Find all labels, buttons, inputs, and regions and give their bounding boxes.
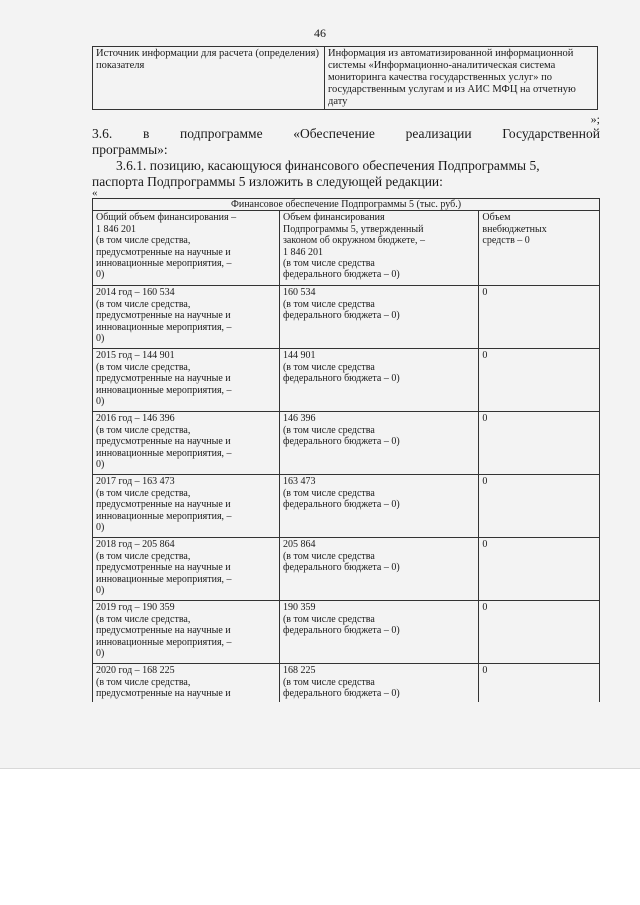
cell-line: предусмотренные на научные и xyxy=(96,373,231,385)
cell-line: инновационные мероприятия, – xyxy=(96,384,232,396)
cell-line: Объем xyxy=(482,212,511,224)
year-amount: 168 225 xyxy=(282,665,316,677)
paragraph-3-6-1 xyxy=(92,158,600,190)
cell-line: Подпрограммы 5, утвержденный xyxy=(282,223,424,235)
word: 3.6. xyxy=(92,126,113,141)
year-total: 2018 год – 205 864 xyxy=(96,539,175,551)
table-row xyxy=(93,538,600,601)
year-extrabudget-cell: 0 xyxy=(479,601,600,664)
cell-line: 0) xyxy=(96,522,105,534)
year-total-cell xyxy=(93,412,280,475)
cell-line: предусмотренные на научные и xyxy=(96,246,231,258)
cell-line: федерального бюджета – 0) xyxy=(282,625,400,637)
cell-line: предусмотренные на научные и xyxy=(96,436,231,448)
cell-line: предусмотренные на научные и xyxy=(96,688,231,700)
source-info-table xyxy=(92,46,598,110)
cell-line: федерального бюджета – 0) xyxy=(282,688,400,700)
finance-table xyxy=(92,198,600,702)
page-number: 46 xyxy=(314,26,326,40)
cell-line: предусмотренные на научные и xyxy=(96,310,231,322)
year-budget-cell xyxy=(279,349,478,412)
cell-line: федерального бюджета – 0) xyxy=(282,373,400,385)
cell-line: предусмотренные на научные и xyxy=(96,562,231,574)
cell-line: 0) xyxy=(96,648,105,660)
year-amount: 160 534 xyxy=(282,287,316,299)
cell-line: (в том числе средства, xyxy=(96,235,191,247)
table-row xyxy=(93,211,600,286)
table-row xyxy=(93,601,600,664)
year-budget-cell xyxy=(279,538,478,601)
year-amount: 163 473 xyxy=(282,476,316,488)
year-extrabudget-cell: 0 xyxy=(479,286,600,349)
opening-quote: « xyxy=(92,187,98,199)
word: Государственной xyxy=(502,126,600,141)
cell-line: федерального бюджета – 0) xyxy=(282,499,400,511)
cell-line: (в том числе средства xyxy=(282,550,375,562)
year-extrabudget-cell: 0 xyxy=(479,664,600,703)
cell-line: 0) xyxy=(96,459,105,471)
year-total-cell xyxy=(93,286,280,349)
year-total-cell xyxy=(93,664,280,703)
year-budget-cell xyxy=(279,664,478,703)
cell-line: инновационные мероприятия, – xyxy=(96,510,232,522)
cell-line: законом об окружном бюджете, – xyxy=(282,235,425,247)
year-total-cell xyxy=(93,349,280,412)
cell-line: инновационные мероприятия, – xyxy=(96,636,232,648)
cell-line: инновационные мероприятия, – xyxy=(96,573,232,585)
year-budget-cell xyxy=(279,286,478,349)
cell-line: (в том числе средства xyxy=(282,676,375,688)
table-row xyxy=(93,664,600,703)
budget-funding-cell xyxy=(279,211,478,286)
cell-line: (в том числе средства, xyxy=(96,550,191,562)
cell-line: федерального бюджета – 0) xyxy=(282,269,400,281)
year-extrabudget-cell: 0 xyxy=(479,475,600,538)
table-row xyxy=(93,475,600,538)
cell-line: средств – 0 xyxy=(482,235,530,247)
cell-line: (в том числе средства xyxy=(282,361,375,373)
year-amount: 144 901 xyxy=(282,350,316,362)
year-extrabudget-cell: 0 xyxy=(479,349,600,412)
word: в xyxy=(142,126,150,141)
cell-line: (в том числе средства, xyxy=(96,424,191,436)
year-extrabudget-cell: 0 xyxy=(479,412,600,475)
cell-line: (в том числе средства, xyxy=(96,613,191,625)
word: реализации xyxy=(405,126,472,141)
table-row xyxy=(93,349,600,412)
cell-line: внебюджетных xyxy=(482,223,547,235)
cell-line: (в том числе средства xyxy=(282,298,375,310)
cell-line: предусмотренные на научные и xyxy=(96,625,231,637)
source-label-cell: Источник информации для расчета (определения) показателя xyxy=(93,47,325,110)
year-total-cell xyxy=(93,475,280,538)
cell-line: (в том числе средства xyxy=(282,258,375,270)
year-budget-cell xyxy=(279,412,478,475)
cell-line: 1 846 201 xyxy=(96,223,136,235)
year-total: 2017 год – 163 473 xyxy=(96,476,175,488)
source-value-cell: Информация из автоматизированной информационной системы «Информационно-аналитическая система мониторинга качества государственных услуг» по государственным услугам и из АИС МФЦ на отчетную дату xyxy=(325,47,598,110)
year-total: 2016 год – 146 396 xyxy=(96,413,175,425)
year-amount: 146 396 xyxy=(282,413,316,425)
closing-quote: »; xyxy=(590,112,600,126)
cell-line: (в том числе средства, xyxy=(96,676,191,688)
paragraph-3-6-1-line1: 3.6.1. позицию, касающуюся финансового обеспечения Подпрограммы 5, xyxy=(116,158,540,173)
cell-line: 0) xyxy=(96,585,105,597)
cell-line: предусмотренные на научные и xyxy=(96,499,231,511)
cell-line: (в том числе средства, xyxy=(96,361,191,373)
table-row xyxy=(93,412,600,475)
cell-line: инновационные мероприятия, – xyxy=(96,447,232,459)
table-row xyxy=(93,286,600,349)
paragraph-3-6-line2: программы»: xyxy=(92,142,168,157)
total-funding-cell xyxy=(93,211,280,286)
cell-line: федерального бюджета – 0) xyxy=(282,310,400,322)
cell-line: (в том числе средства xyxy=(282,613,375,625)
year-budget-cell xyxy=(279,601,478,664)
year-budget-cell xyxy=(279,475,478,538)
year-total: 2014 год – 160 534 xyxy=(96,287,175,299)
paragraph-3-6-1-line2: паспорта Подпрограммы 5 изложить в следующей редакции: xyxy=(92,174,443,189)
cell-line: (в том числе средства, xyxy=(96,487,191,499)
cell-line: 0) xyxy=(96,269,105,281)
cell-line: федерального бюджета – 0) xyxy=(282,562,400,574)
cell-line: инновационные мероприятия, – xyxy=(96,258,232,270)
year-extrabudget-cell: 0 xyxy=(479,538,600,601)
cell-line: федерального бюджета – 0) xyxy=(282,436,400,448)
cell-line: Общий объем финансирования – xyxy=(96,212,237,224)
cell-line: 0) xyxy=(96,396,105,408)
cell-line: 0) xyxy=(96,333,105,345)
paragraph-3-6-line1 xyxy=(92,126,600,142)
paragraph-3-6 xyxy=(92,126,600,158)
cell-line: (в том числе средства xyxy=(282,424,375,436)
year-total: 2019 год – 190 359 xyxy=(96,602,175,614)
year-total: 2015 год – 144 901 xyxy=(96,350,175,362)
year-total: 2020 год – 168 225 xyxy=(96,665,175,677)
year-amount: 190 359 xyxy=(282,602,316,614)
year-amount: 205 864 xyxy=(282,539,316,551)
cell-line: Объем финансирования xyxy=(282,212,385,224)
cell-line: 1 846 201 xyxy=(282,246,323,258)
year-total-cell xyxy=(93,601,280,664)
cell-line: (в том числе средства xyxy=(282,487,375,499)
cell-line: инновационные мероприятия, – xyxy=(96,321,232,333)
word: подпрограмме xyxy=(180,126,263,141)
year-total-cell xyxy=(93,538,280,601)
word: «Обеспечение xyxy=(293,126,375,141)
cell-line: (в том числе средства, xyxy=(96,298,191,310)
finance-table-header: Финансовое обеспечение Подпрограммы 5 (тыс. руб.) xyxy=(93,199,600,211)
extrabudget-funding-cell xyxy=(479,211,600,286)
